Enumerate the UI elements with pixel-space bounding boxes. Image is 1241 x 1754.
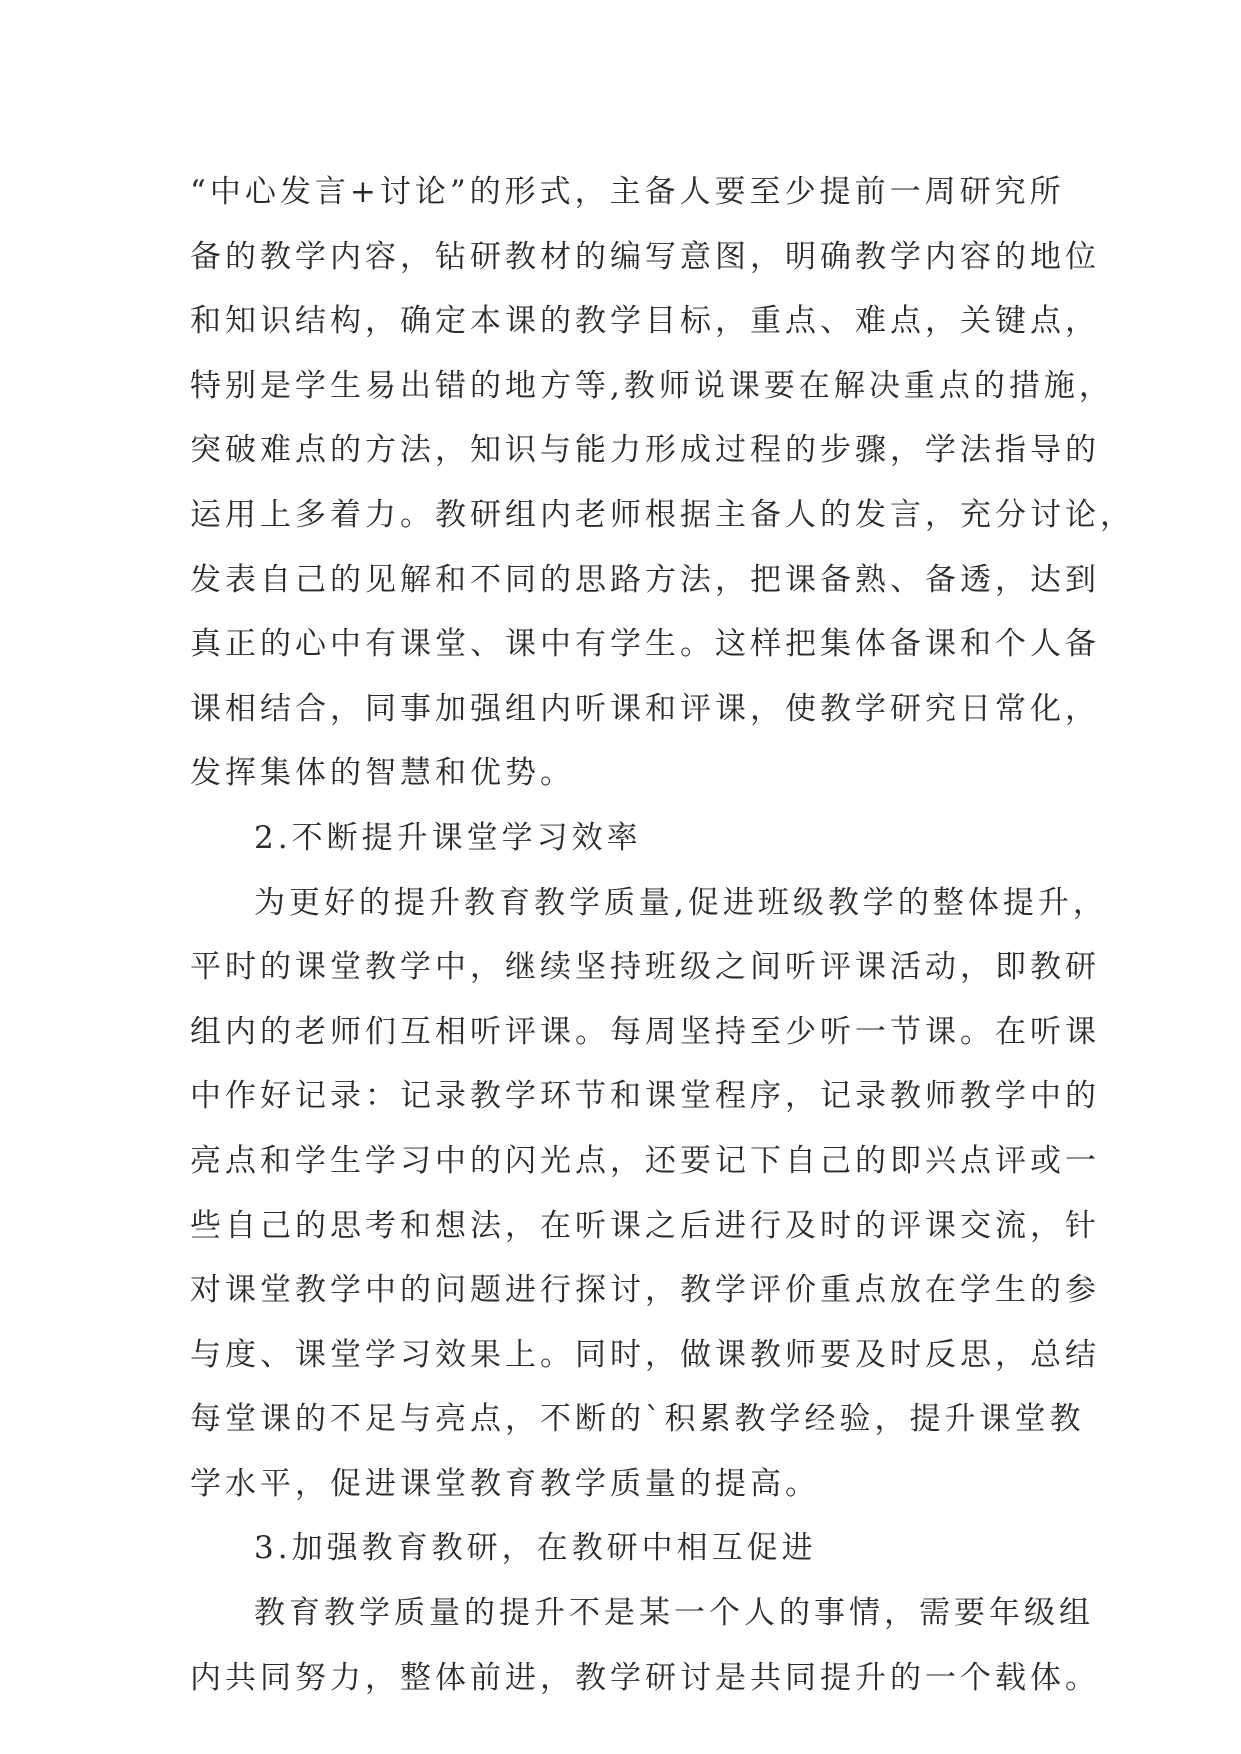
text-line: 发表自己的见解和不同的思路方法，把课备熟、备透，达到 bbox=[190, 561, 1100, 598]
text-line: 与度、课堂学习效果上。同时，做课教师要及时反思，总结 bbox=[190, 1336, 1100, 1373]
section-heading-3: 3.加强教育教研，在教研中相互促进 bbox=[254, 1530, 817, 1567]
text-line: 突破难点的方法，知识与能力形成过程的步骤，学法指导的 bbox=[190, 432, 1100, 469]
text-line: 学水平，促进课堂教育教学质量的提高。 bbox=[190, 1465, 820, 1502]
text-line: 些自己的思考和想法，在听课之后进行及时的评课交流，针 bbox=[190, 1207, 1100, 1244]
text-line: 发挥集体的智慧和优势。 bbox=[190, 755, 575, 792]
text-line: 对课堂教学中的问题进行探讨，教学评价重点放在学生的参 bbox=[190, 1272, 1100, 1309]
text-line: 和知识结构，确定本课的教学目标，重点、难点，关键点， bbox=[190, 303, 1100, 340]
text-line: 教育教学质量的提升不是某一个人的事情，需要年级组 bbox=[254, 1595, 1094, 1632]
text-line: 真正的心中有课堂、课中有学生。这样把集体备课和个人备 bbox=[190, 626, 1100, 663]
text-line: 内共同努力，整体前进，教学研讨是共同提升的一个载体。 bbox=[190, 1659, 1100, 1696]
text-line: 备的教学内容，钻研教材的编写意图，明确教学内容的地位 bbox=[190, 238, 1100, 275]
text-line: 组内的老师们互相听评课。每周坚持至少听一节课。在听课 bbox=[190, 1013, 1100, 1050]
text-line: 课相结合，同事加强组内听课和评课，使教学研究日常化， bbox=[190, 690, 1100, 727]
text-line: 特别是学生易出错的地方等,教师说课要在解决重点的措施， bbox=[190, 367, 1114, 404]
text-line: 平时的课堂教学中，继续坚持班级之间听评课活动，即教研 bbox=[190, 949, 1100, 986]
section-heading-2: 2.不断提升课堂学习效率 bbox=[254, 819, 642, 856]
text-line: 为更好的提升教育教学质量,促进班级教学的整体提升， bbox=[254, 884, 1108, 921]
text-line: 中作好记录：记录教学环节和课堂程序，记录教师教学中的 bbox=[190, 1078, 1100, 1115]
text-line: 运用上多着力。教研组内老师根据主备人的发言，充分讨论， bbox=[190, 496, 1135, 533]
text-line: “中心发言+讨论”的形式，主备人要至少提前一周研究所 bbox=[190, 174, 1065, 210]
text-line: 每堂课的不足与亮点，不断的`积累教学经验，提升课堂教 bbox=[190, 1401, 1085, 1438]
text-line: 亮点和学生学习中的闪光点，还要记下自己的即兴点评或一 bbox=[190, 1142, 1100, 1179]
document-body bbox=[190, 160, 1135, 1710]
